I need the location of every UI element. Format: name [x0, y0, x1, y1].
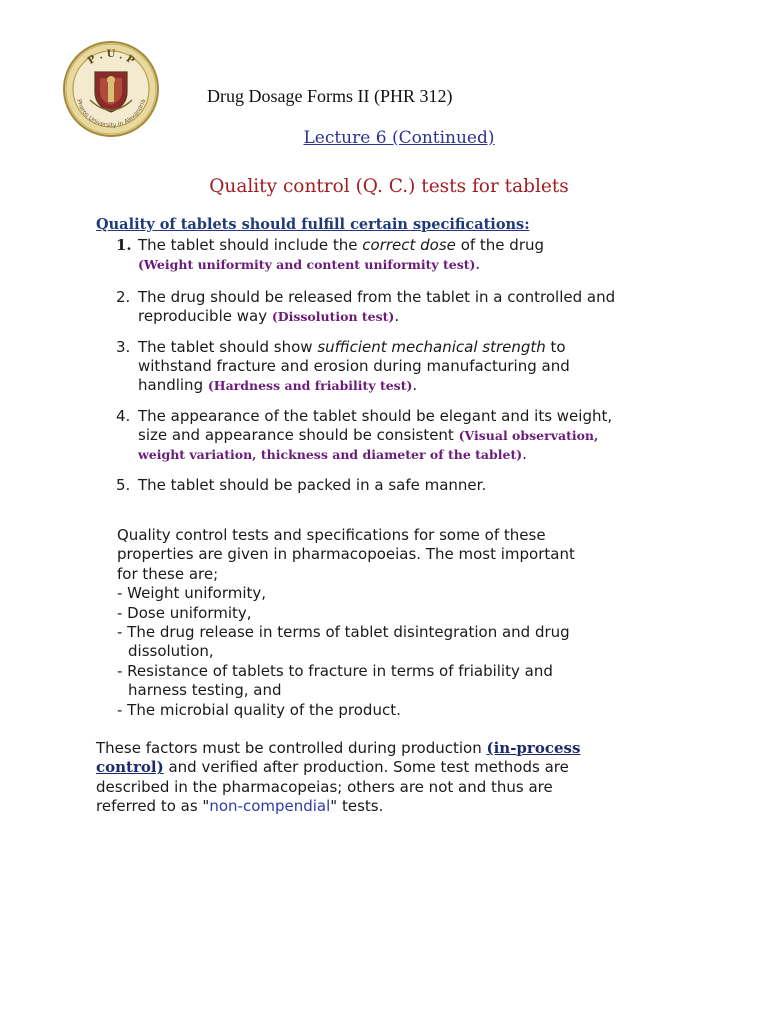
spec-number: 5.	[116, 476, 131, 494]
course-title: Drug Dosage Forms II (PHR 312)	[207, 86, 453, 106]
spec-number: 3.	[116, 338, 131, 356]
main-heading: Quality control (Q. C.) tests for tablets	[209, 176, 569, 197]
qc-bullet: - The microbial quality of the product.	[117, 700, 401, 719]
spec-number: 1.	[116, 236, 132, 254]
specifications-subheading: Quality of tablets should fulfill certain specifications:	[96, 216, 530, 233]
spec-test-label: (Visual observation, weight variation, thickness and diameter of the tablet)	[138, 428, 599, 462]
qc-bullet-continued: harness testing, and	[128, 681, 282, 700]
spec-item-1	[116, 236, 636, 274]
spec-text: The tablet should include the correct dose of the drug (Weight uniformity and content uniformity test).	[138, 236, 636, 274]
spec-emphasis: correct dose	[362, 236, 456, 254]
spec-number: 2.	[116, 288, 131, 306]
spec-text: The appearance of the tablet should be elegant and its weight, size and appearance should be consistent (Visual observation, weight variation, thickness and diameter of the tablet).	[138, 407, 613, 463]
qc-tests-paragraph: Quality control tests and specifications for some of these properties are given in pharmacopoeias. The most important for these are; - Weight uniformity, - Dose uniformity, - The drug release in terms of tablet disintegration and drug dissolution, - Resistance of tablets to fracture in terms of friability and harness testing, and - The microbial quality of the product.	[117, 526, 627, 720]
spec-emphasis: sufficient mechanical strength	[317, 338, 546, 356]
spec-test-label: (Weight uniformity and content uniformity test).	[138, 257, 480, 272]
qc-bullet: - Dose uniformity,	[117, 603, 252, 622]
qc-bullet: - Weight uniformity,	[117, 584, 267, 603]
spec-item-5	[116, 476, 636, 495]
non-compendial-term: non-compendial	[209, 797, 331, 816]
spec-item-3	[116, 338, 636, 395]
lecture-title: Lecture 6 (Continued)	[303, 128, 495, 148]
qc-bullet: - Resistance of tablets to fracture in terms of friability and	[117, 661, 553, 680]
specifications-list	[116, 236, 636, 507]
spec-text: The drug should be released from the tablet in a controlled and reproducible way (Dissolution test).	[138, 288, 616, 325]
spec-text: The tablet should show sufficient mechanical strength to withstand fracture and erosion during manufacturing and handling (Hardness and friability test).	[138, 338, 570, 394]
in-process-control-term: (in-process control)	[96, 739, 581, 777]
university-logo	[62, 40, 160, 138]
spec-item-2	[116, 288, 636, 326]
qc-bullet: - The drug release in terms of tablet disintegration and drug	[117, 623, 570, 642]
university-seal-icon	[62, 40, 160, 138]
spec-text: The tablet should be packed in a safe manner.	[138, 476, 487, 494]
svg-text:P . U . P: P . U . P	[85, 48, 137, 67]
closing-paragraph: These factors must be controlled during production (in-process control) and verified after production. Some test methods are described in the pharmacopeias; others are not and thus are referred to as "non-compendial" tests.	[96, 739, 581, 816]
spec-number: 4.	[116, 407, 131, 425]
spec-test-label: (Hardness and friability test)	[207, 378, 413, 393]
spec-test-label: (Dissolution test)	[271, 309, 395, 324]
svg-text:Pharos University in Alexandri: Pharos University in Alexandria	[74, 98, 148, 130]
qc-bullet-continued: dissolution,	[128, 642, 214, 661]
spec-item-4	[116, 407, 636, 464]
